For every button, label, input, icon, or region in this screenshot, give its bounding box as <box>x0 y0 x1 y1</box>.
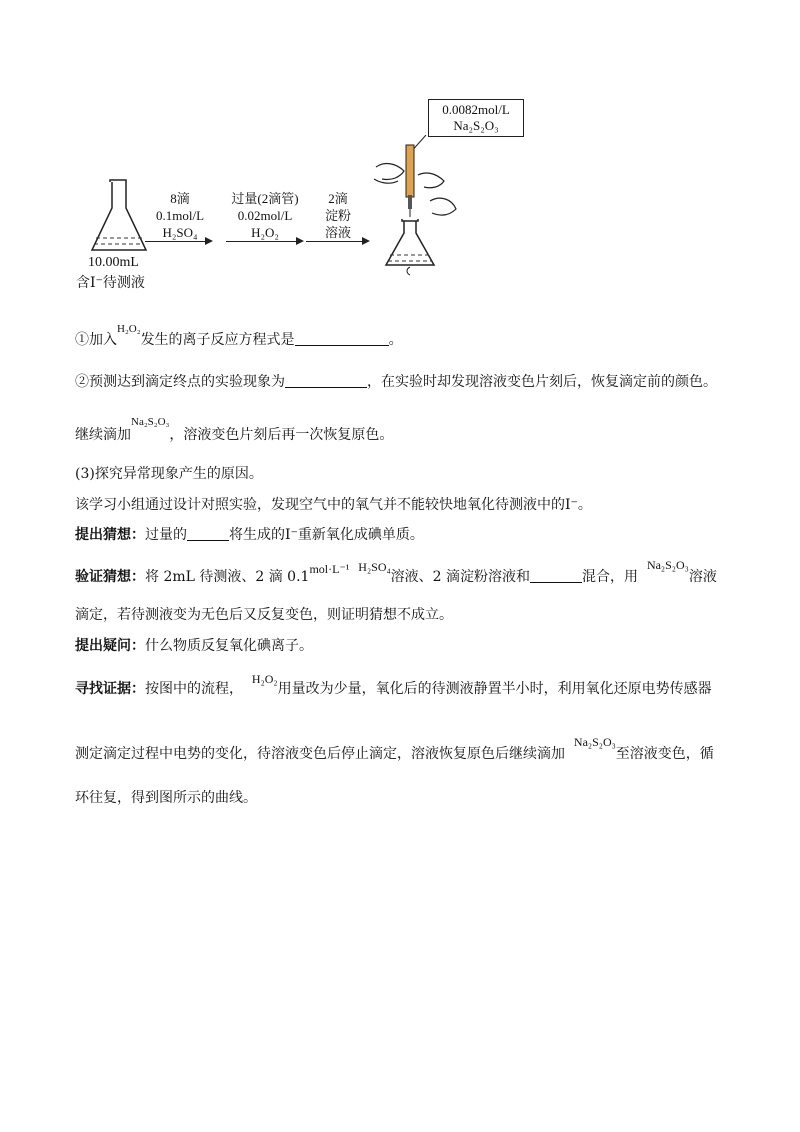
burette-label: 0.0082mol/L Na₂S₂O₃ <box>428 99 524 137</box>
verify-line-2: 滴定，若待测液变为无色后又反复变色，则证明猜想不成立。 <box>75 607 453 623</box>
question-line: 提出疑问：什么物质反复氧化碘离子。 <box>75 638 313 654</box>
evidence-line: 寻找证据：按图中的流程， H₂O₂用量改为少量，氧化后的待测液静置半小时，利用氧化还原电势传感器 <box>75 672 712 697</box>
q3-title: (3)探究异常现象产生的原因。 <box>75 466 263 482</box>
step2-label: 过量(2滴管) 0.02mol/L H₂O₂ <box>231 191 299 240</box>
arrow-3 <box>306 241 368 242</box>
answer-blank-3 <box>187 526 229 541</box>
q2-line: ②预测达到滴定终点的实验现象为 ，在实验时却发现溶液变色片刻后，恢复滴定前的颜色。 <box>75 374 717 390</box>
step1-label: 8滴 0.1mol/L H₂SO₄ <box>155 191 205 240</box>
q3-intro: 该学习小组通过设计对照实验，发现空气中的氧气并不能较快地氧化待测液中的I⁻。 <box>75 497 592 513</box>
evidence-line-3: 环往复，得到图所示的曲线。 <box>75 790 257 806</box>
flask-content-label: 含I⁻待测液 <box>76 275 145 291</box>
guess-line: 提出猜想：过量的 将生成的I⁻重新氧化成碘单质。 <box>75 527 424 543</box>
titration-setup-illustration <box>370 135 470 277</box>
answer-blank-4 <box>530 568 582 583</box>
arrow-1 <box>145 241 211 242</box>
verify-line: 验证猜想：将 2mL 待测液、2 滴 0.1mol·L⁻¹ H₂SO₄溶液、2 滴淀粉溶液和 混合，用 Na₂S₂O₃溶液 <box>75 558 717 585</box>
q2b-line: 继续滴加$^{Na_2S_2O_3}$，溶液变色片刻后再一次恢复原色。 <box>75 416 394 443</box>
step3-label: 2滴 淀粉 溶液 <box>324 191 351 240</box>
answer-blank-1 <box>295 331 389 346</box>
q1-line: ①加入$^{H_2O_2}$发生的离子反应方程式是 。 <box>75 323 403 348</box>
evidence-line-2: 测定滴定过程中电势的变化，待溶液变色后停止滴定，溶液恢复原色后继续滴加 Na₂S₂O₃至溶液变色，循 <box>75 735 714 762</box>
answer-blank-2 <box>285 373 367 388</box>
arrow-2 <box>226 241 302 242</box>
flask-volume-label: 10.00mL <box>88 255 139 270</box>
